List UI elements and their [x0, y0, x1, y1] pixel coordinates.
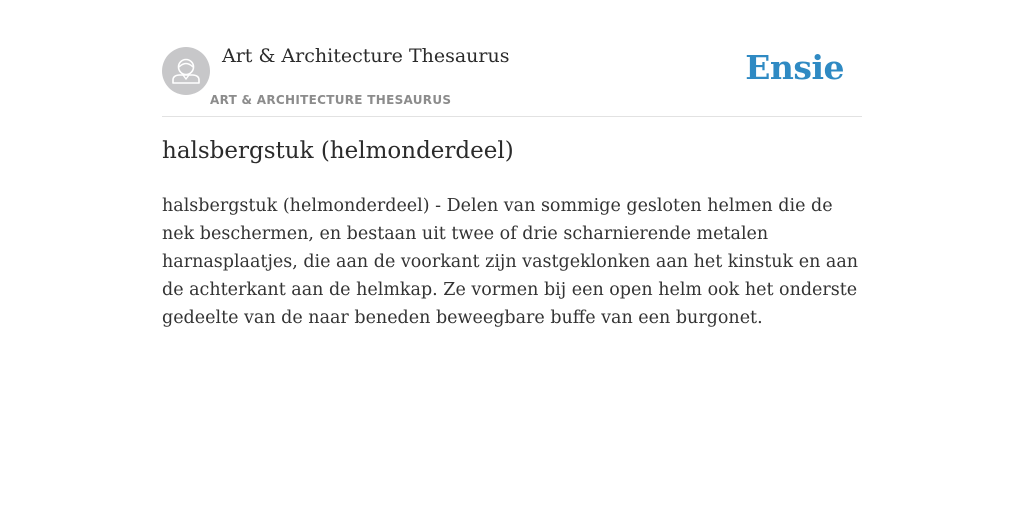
source-label[interactable]: ART & ARCHITECTURE THESAURUS: [210, 93, 452, 107]
page-title: halsbergstuk (helmonderdeel): [162, 138, 514, 164]
source-name[interactable]: Art & Architecture Thesaurus: [222, 45, 510, 67]
ensie-logo[interactable]: Ensie: [745, 48, 844, 87]
header: [162, 40, 862, 117]
definition-text: halsbergstuk (helmonderdeel) - Delen van sommige gesloten helmen die de nek beschermen, en bestaan uit twee of drie scharnierende metalen harnasplaatjes, die aan de voorkant zijn vastgeklonken aan het kinstuk en aan de achterkant aan de helmkap. Ze vormen bij een open helm ook het onderste gedeelte van de naar beneden beweegbare buffe van een burgonet.: [162, 196, 859, 328]
user-avatar-icon[interactable]: [162, 47, 210, 95]
